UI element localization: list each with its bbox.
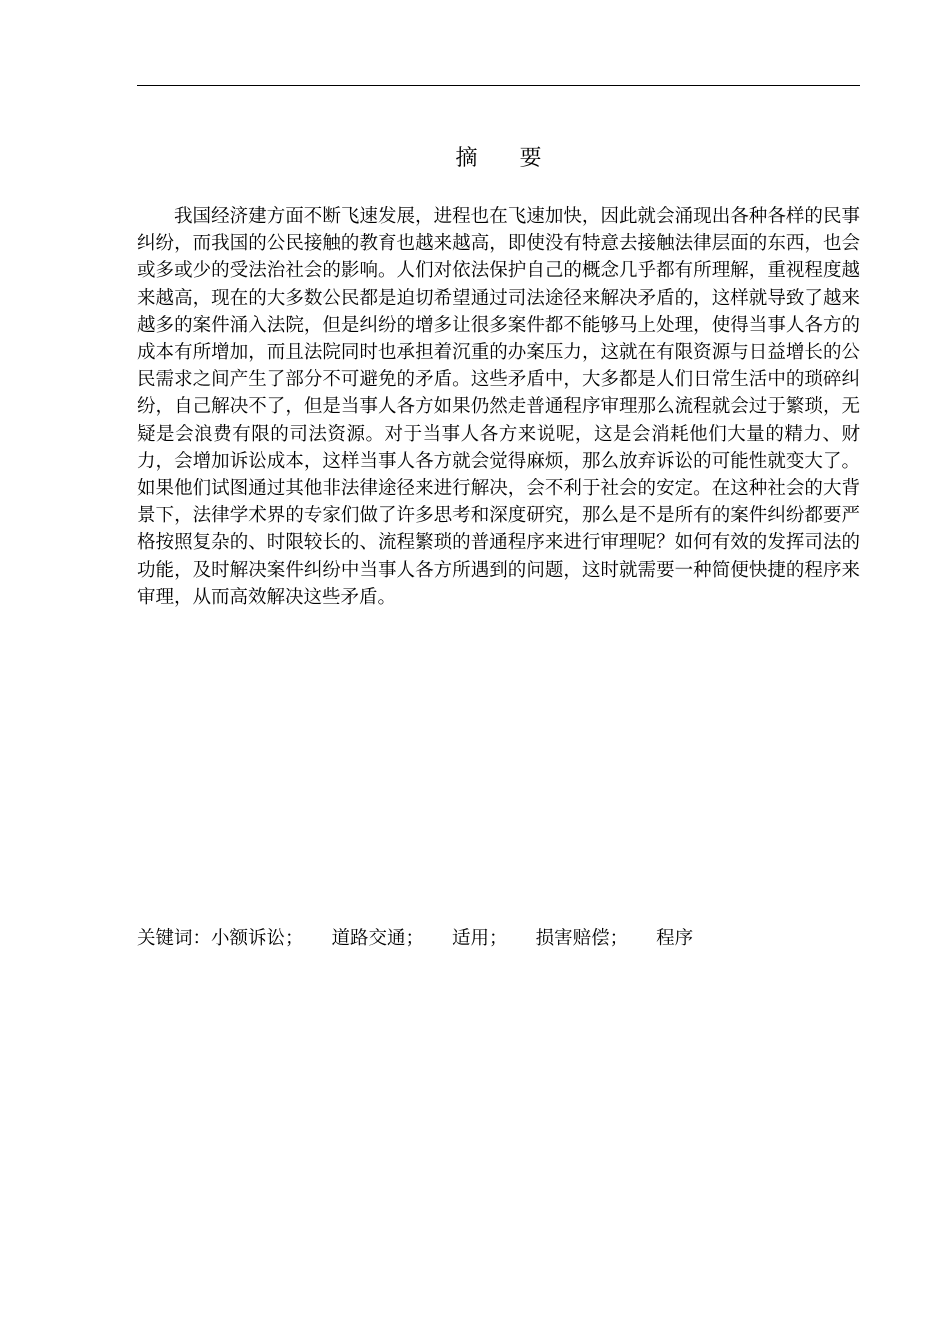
- title-char-1: 摘: [455, 146, 478, 171]
- keywords-line: [137, 925, 860, 953]
- keyword-item: 小额诉讼；: [211, 928, 304, 949]
- page-title: [137, 143, 860, 175]
- keyword-item: 适用；: [452, 928, 508, 949]
- keywords-label: 关键词：: [137, 928, 212, 949]
- header-rule: [137, 85, 860, 86]
- keyword-item: 道路交通；: [331, 928, 425, 949]
- title-char-2: 要: [519, 146, 542, 171]
- keyword-item: 损害赔偿；: [535, 928, 629, 949]
- abstract-body: 我国经济建方面不断飞速发展，进程也在飞速加快，因此就会涌现出各种各样的民事纠纷，而我国的公民接触的教育也越来越高，即使没有特意去接触法律层面的东西，也会或多或少的受法治社会的影响。人们对依法保护自己的概念几乎都有所理解，重视程度越来越高，现在的大多数公民都是迫切希望通过司法途径来解决矛盾的，这样就导致了越来越多的案件涌入法院，但是纠纷的增多让很多案件都不能够马上处理，使得当事人各方的成本有所增加，而且法院同时也承担着沉重的办案压力，这就在有限资源与日益增长的公民需求之间产生了部分不可避免的矛盾。这些矛盾中，大多都是人们日常生活中的琐碎纠纷，自己解决不了，但是当事人各方如果仍然走普通程序审理那么流程就会过于繁琐，无疑是会浪费有限的司法资源。对于当事人各方来说呢，这是会消耗他们大量的精力、财力，会增加诉讼成本，这样当事人各方就会觉得麻烦，那么放弃诉讼的可能性就变大了。如果他们试图通过其他非法律途径来进行解决，会不利于社会的安定。在这种社会的大背景下，法律学术界的专家们做了许多思考和深度研究，那么是不是所有的案件纠纷都要严格按照复杂的、时限较长的、流程繁琐的普通程序来进行审理呢？如何有效的发挥司法的功能，及时解决案件纠纷中当事人各方所遇到的问题，这时就需要一种简便快捷的程序来审理，从而高效解决这些矛盾。: [137, 206, 860, 608]
- keyword-item: 程序: [656, 928, 694, 949]
